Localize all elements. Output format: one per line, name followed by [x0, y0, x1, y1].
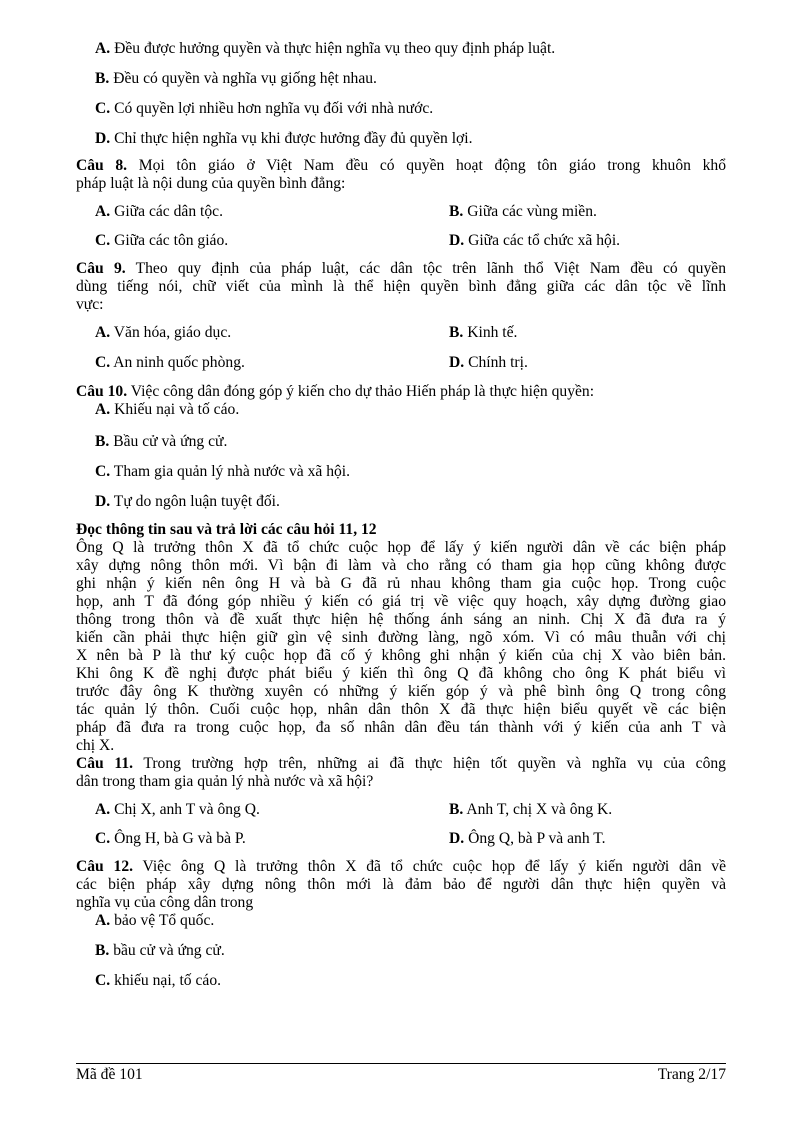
reading-line: Khi ông K đề nghị được phát biểu ý kiến thì ông Q đã không cho ông K phát biểu vì: [76, 665, 726, 682]
q9-stem-line2: dùng tiếng nói, chữ viết của mình là thể hiện quyền bình đẳng giữa các dân tộc về lĩnh: [76, 278, 726, 295]
reading-line: họp, anh T đã đóng góp nhiều ý kiến có giá trị về việc quy hoạch, xây dựng đường giao: [76, 593, 726, 610]
q12-stem-line3: nghĩa vụ của công dân trong: [76, 894, 254, 911]
q8-option-b: B. Giữa các vùng miền.: [449, 203, 597, 220]
q11-option-a: A. Chị X, anh T và ông Q.: [95, 801, 260, 818]
q7-option-d: D. Chỉ thực hiện nghĩa vụ khi được hưởng đầy đủ quyền lợi.: [95, 130, 473, 147]
reading-line: kiến cần phải thực hiện giữ gìn vệ sinh đường làng, ngõ xóm. Vì có mâu thuẫn với chị: [76, 629, 726, 646]
q11-stem-line2: dân trong tham gia quản lý nhà nước và xã hội?: [76, 773, 374, 790]
q9-stem-line1: Câu 9. Theo quy định của pháp luật, các dân tộc trên lãnh thổ Việt Nam đều có quyền: [76, 260, 726, 277]
q10-option-b: B. Bầu cử và ứng cử.: [95, 433, 228, 450]
reading-line: thông trong thôn và đề xuất thực hiện hệ thống ánh sáng an ninh. Chị X đã đưa ra ý: [76, 611, 726, 628]
reading-heading: Đọc thông tin sau và trả lời các câu hỏi 11, 12: [76, 521, 377, 538]
q8-option-a: A. Giữa các dân tộc.: [95, 203, 223, 220]
q8-stem-line1: Câu 8. Mọi tôn giáo ở Việt Nam đều có quyền hoạt động tôn giáo trong khuôn khổ: [76, 157, 726, 174]
q9-stem-line3: vực:: [76, 296, 104, 313]
q10-option-a: A. Khiếu nại và tố cáo.: [95, 401, 240, 418]
reading-line: xây dựng nông thôn mới. Vì bận đi làm và cho rằng có tham gia họp cũng không được: [76, 557, 726, 574]
reading-line: tác quản lý thôn. Cuối cuộc họp, nhân dân thôn X đã thực hiện biểu quyết về các biện: [76, 701, 726, 718]
q9-option-b: B. Kinh tế.: [449, 324, 518, 341]
q11-option-d: D. Ông Q, bà P và anh T.: [449, 830, 606, 847]
q11-option-c: C. Ông H, bà G và bà P.: [95, 830, 246, 847]
reading-line: Ông Q là trưởng thôn X đã tổ chức cuộc họp để lấy ý kiến người dân về các biện pháp: [76, 539, 726, 556]
q12-option-b: B. bầu cử và ứng cử.: [95, 942, 225, 959]
q11-option-b: B. Anh T, chị X và ông K.: [449, 801, 613, 818]
reading-line: trước đây ông K thường xuyên có những ý kiến góp ý và phê bình ông Q trong công: [76, 683, 726, 700]
exam-code: Mã đề 101: [76, 1066, 143, 1083]
q8-stem-line2: pháp luật là nội dung của quyền bình đẳng:: [76, 175, 346, 192]
q11-stem-line1: Câu 11. Trong trường hợp trên, những ai đã thực hiện tốt quyền và nghĩa vụ của công: [76, 755, 726, 772]
q9-option-a: A. Văn hóa, giáo dục.: [95, 324, 232, 341]
page-number: Trang 2/17: [657, 1066, 726, 1083]
q12-option-c: C. khiếu nại, tố cáo.: [95, 972, 222, 989]
reading-line: chị X.: [76, 737, 115, 754]
reading-line: pháp đã đưa ra trong cuộc họp, đa số nhân dân đều tán thành với ý kiến của anh T và: [76, 719, 726, 736]
q9-option-c: C. An ninh quốc phòng.: [95, 354, 245, 371]
reading-line: ghi nhận ý kiến nên ông H và bà G đã rủ nhau không tham gia cuộc họp. Trong cuộc: [76, 575, 726, 592]
q8-option-d: D. Giữa các tổ chức xã hội.: [449, 232, 621, 249]
q7-option-a: A. Đều được hưởng quyền và thực hiện nghĩa vụ theo quy định pháp luật.: [95, 40, 556, 57]
q10-stem-line1: Câu 10. Việc công dân đóng góp ý kiến cho dự thảo Hiến pháp là thực hiện quyền:: [76, 383, 595, 400]
reading-line: X nên bà P là thư ký cuộc họp đã cố ý không ghi nhận ý kiến của chị X vào biên bản.: [76, 647, 726, 664]
q7-option-c: C. Có quyền lợi nhiều hơn nghĩa vụ đối với nhà nước.: [95, 100, 434, 117]
footer-divider: [76, 1063, 726, 1064]
q9-option-d: D. Chính trị.: [449, 354, 528, 371]
q10-option-c: C. Tham gia quản lý nhà nước và xã hội.: [95, 463, 351, 480]
q10-option-d: D. Tự do ngôn luận tuyệt đối.: [95, 493, 280, 510]
q12-stem-line1: Câu 12. Việc ông Q là trưởng thôn X đã tổ chức cuộc họp để lấy ý kiến người dân về: [76, 858, 726, 875]
q12-option-a: A. bảo vệ Tổ quốc.: [95, 912, 215, 929]
q8-option-c: C. Giữa các tôn giáo.: [95, 232, 229, 249]
q7-option-b: B. Đều có quyền và nghĩa vụ giống hệt nhau.: [95, 70, 377, 87]
q12-stem-line2: các biện pháp xây dựng nông thôn mới là đảm bảo để người dân thực hiện quyền và: [76, 876, 726, 893]
